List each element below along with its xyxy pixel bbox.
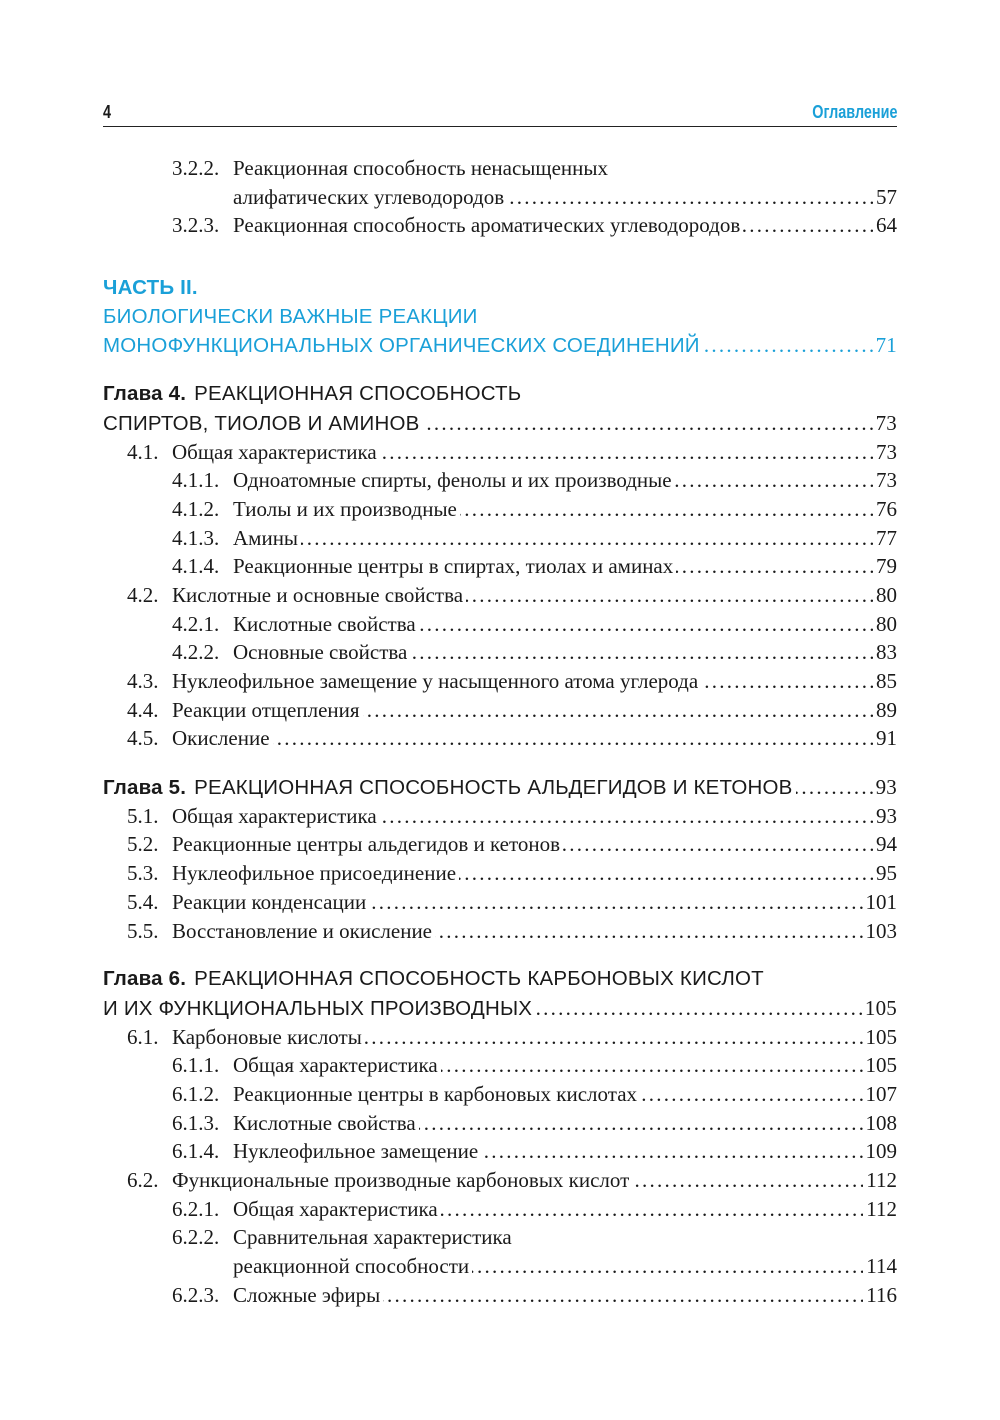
entry-title: Сравнительная характеристика [233,1225,512,1250]
entry-number: 4.1. [127,439,159,464]
dot-leader [507,183,873,212]
entry-title: Кислотные свойства [233,1110,416,1135]
running-title: Оглавление [811,102,897,122]
entry-title: Реакции отщепления [172,697,360,722]
entry-page: 105 [864,995,897,1020]
entry-page: 109 [865,1139,897,1164]
dot-leader [441,1195,864,1224]
entry-number: 5.3. [127,861,159,886]
entry-number: 5.5. [127,918,159,943]
entry-number: 6.1. [127,1024,159,1049]
entry-title: И ИХ ФУНКЦИОНАЛЬНЫХ ПРОИЗВОДНЫХ [103,996,533,1020]
dot-leader [640,1080,862,1109]
toc-entry[interactable] [103,1137,897,1166]
entry-page: 112 [866,1168,897,1192]
entry-number: ЧАСТЬ II. [103,276,198,300]
entry-number: 6.2.1. [172,1196,220,1221]
dot-leader [701,667,873,696]
toc-entry[interactable] [103,667,897,696]
entry-number: 4.2. [127,582,159,607]
dot-leader [383,1281,863,1310]
entry-title: Окисление [172,726,270,751]
toc-chapter-line[interactable] [103,773,897,802]
toc-entry[interactable] [103,581,897,610]
entry-page: 83 [876,640,897,665]
entry-number: 4.5. [127,726,159,751]
entry-page: 64 [876,213,897,238]
toc-entry[interactable] [103,696,897,725]
toc-entry[interactable] [103,724,897,753]
entry-number: 4.4. [127,697,159,722]
entry-page: 71 [875,333,897,358]
toc-chapter-line[interactable] [103,965,897,994]
toc-part-line[interactable] [103,303,897,332]
toc-entry[interactable] [103,638,897,667]
toc-entry[interactable] [103,438,897,467]
entry-number: Глава 6. [103,967,187,991]
entry-page: 80 [876,582,897,607]
entry-title: алифатических углеводородов [233,184,505,209]
entry-number: 6.1.4. [172,1139,220,1164]
entry-title: Кислотные и основные свойства [172,582,464,607]
dot-leader [423,409,873,438]
entry-title: Реакционная способность ароматических углеводородов [233,213,741,238]
toc-entry[interactable] [103,1223,897,1252]
entry-title: Реакции конденсации [172,889,367,914]
entry-number: 4.2.1. [172,611,220,636]
entry-number: 5.4. [127,889,159,914]
dot-leader [632,1166,863,1195]
entry-title: СПИРТОВ, ТИОЛОВ И АМИНОВ [103,411,420,435]
dot-leader [419,610,873,639]
entry-page: 93 [875,775,897,800]
entry-number: 4.1.4. [172,554,220,579]
entry-page: 89 [876,697,897,722]
entry-page: 85 [876,669,897,693]
dot-leader [369,888,862,917]
entry-title: Нуклеофильное замещение у насыщенного атома углерода [172,669,699,693]
toc-entry[interactable] [103,888,897,917]
toc-entry[interactable] [103,495,897,524]
toc-entry[interactable] [103,1023,897,1052]
entry-number: 4.1.1. [172,468,220,493]
dot-leader [301,524,873,553]
dot-leader [676,552,873,581]
entry-page: 93 [876,803,897,828]
entry-page: 116 [866,1282,897,1307]
entry-page: 95 [876,861,897,886]
entry-title: БИОЛОГИЧЕСКИ ВАЖНЫЕ РЕАКЦИИ [103,304,478,328]
toc-entry[interactable] [103,1109,897,1138]
entry-page: 112 [866,1196,897,1221]
entry-page: 57 [876,184,897,209]
toc-entry[interactable] [103,183,897,212]
entry-page: 73 [875,410,897,435]
toc-entry[interactable] [103,830,897,859]
entry-number: 4.2.2. [172,640,220,665]
entry-title: Основные свойства [233,640,408,665]
entry-title: Реакционные центры альдегидов и кетонов [172,832,561,857]
entry-page: 73 [876,439,897,464]
entry-number: 5.1. [127,803,159,828]
dot-leader [703,331,873,360]
entry-number: 6.2.2. [172,1225,220,1250]
toc-entry[interactable] [103,1166,897,1195]
dot-leader [363,696,873,725]
entry-number: 6.2.3. [172,1282,220,1307]
dot-leader [419,1109,863,1138]
entry-number: 4.1.3. [172,525,220,550]
entry-number: Глава 4. [103,382,187,406]
running-header [103,98,897,127]
entry-title: Карбоновые кислоты [172,1024,362,1049]
dot-leader [466,581,873,610]
entry-title: РЕАКЦИОННАЯ СПОСОБНОСТЬ АЛЬДЕГИДОВ И КЕТОНОВ [194,776,793,800]
dot-leader [380,438,873,467]
toc-entry[interactable] [103,524,897,553]
entry-title: Амины [233,525,299,550]
toc-entry[interactable] [103,211,897,240]
entry-page: 103 [865,918,897,943]
toc-chapter-line[interactable] [103,409,897,438]
toc-entry[interactable] [103,1252,897,1281]
entry-title: Нуклеофильное присоединение [172,861,457,886]
toc-entry[interactable] [103,917,897,946]
entry-title: Реакционная способность ненасыщенных [233,156,608,180]
dot-leader [535,994,862,1023]
dot-leader [435,917,863,946]
dot-leader [459,859,873,888]
dot-leader [410,638,873,667]
entry-page: 105 [865,1024,897,1049]
toc-entry[interactable] [103,1051,897,1080]
entry-page: 79 [876,554,897,579]
toc-entry[interactable] [103,1281,897,1310]
entry-title: Сложные эфиры [233,1282,381,1307]
dot-leader [472,1252,863,1281]
entry-page: 73 [876,468,897,493]
toc-chapter-line[interactable] [103,994,897,1023]
page-number: 4 [103,102,112,122]
entry-title: Нуклеофильное замещение [233,1139,479,1164]
dot-leader [796,773,873,802]
entry-title: Функциональные производные карбоновых кислот [172,1168,630,1192]
entry-number: Глава 5. [103,776,187,800]
entry-number: 6.1.2. [172,1081,220,1106]
entry-page: 76 [876,496,897,521]
toc-part-line[interactable] [103,274,897,303]
entry-number: 6.1.1. [172,1053,220,1078]
entry-number: 6.2. [127,1168,159,1192]
entry-title: Реакционные центры в карбоновых кислотах [233,1081,638,1106]
dot-leader [380,802,873,831]
entry-number: 5.2. [127,832,159,857]
entry-page: 91 [876,726,897,751]
toc-chapter-line[interactable] [103,380,897,409]
entry-title: РЕАКЦИОННАЯ СПОСОБНОСТЬ [194,382,522,406]
toc-entry[interactable] [103,859,897,888]
dot-leader [481,1137,862,1166]
toc-entry[interactable] [103,1195,897,1224]
toc-entry[interactable] [103,466,897,495]
entry-page: 114 [866,1254,897,1279]
toc-entry[interactable] [103,610,897,639]
entry-title: Общая характеристика [233,1053,438,1078]
entry-title: Общая характеристика [233,1196,438,1221]
dot-leader [365,1023,863,1052]
toc-entry[interactable] [103,1080,897,1109]
entry-title: реакционной способности [233,1254,470,1279]
entry-page: 108 [865,1110,897,1135]
entry-title: Восстановление и окисление [172,918,432,943]
dot-leader [743,211,873,240]
entry-title: Реакционные центры в спиртах, тиолах и аминах [233,554,674,579]
entry-page: 94 [876,832,897,857]
dot-leader [273,724,873,753]
entry-page: 105 [865,1053,897,1078]
entry-number: 3.2.3. [172,213,220,238]
dot-leader [563,830,873,859]
entry-page: 107 [865,1081,897,1106]
entry-page: 80 [876,611,897,636]
entry-title: Общая характеристика [172,803,377,828]
entry-title: Общая характеристика [172,439,377,464]
toc-entry[interactable] [103,154,897,183]
toc-entry[interactable] [103,802,897,831]
entry-title: Кислотные свойства [233,611,416,636]
table-of-contents [103,154,897,1309]
entry-number: 3.2.2. [172,156,220,180]
dot-leader [675,466,873,495]
entry-page: 77 [876,525,897,550]
entry-title: МОНОФУНКЦИОНАЛЬНЫХ ОРГАНИЧЕСКИХ СОЕДИНЕНИЙ [103,334,700,358]
entry-number: 4.3. [127,669,159,693]
dot-leader [460,495,873,524]
entry-number: 6.1.3. [172,1110,220,1135]
entry-title: Тиолы и их производные [233,496,457,521]
entry-title: Одноатомные спирты, фенолы и их производные [233,468,672,493]
entry-number: 4.1.2. [172,496,220,521]
entry-page: 101 [865,889,897,914]
dot-leader [441,1051,863,1080]
entry-title: РЕАКЦИОННАЯ СПОСОБНОСТЬ КАРБОНОВЫХ КИСЛОТ [194,967,764,991]
toc-part-line[interactable] [103,331,897,360]
toc-entry[interactable] [103,552,897,581]
